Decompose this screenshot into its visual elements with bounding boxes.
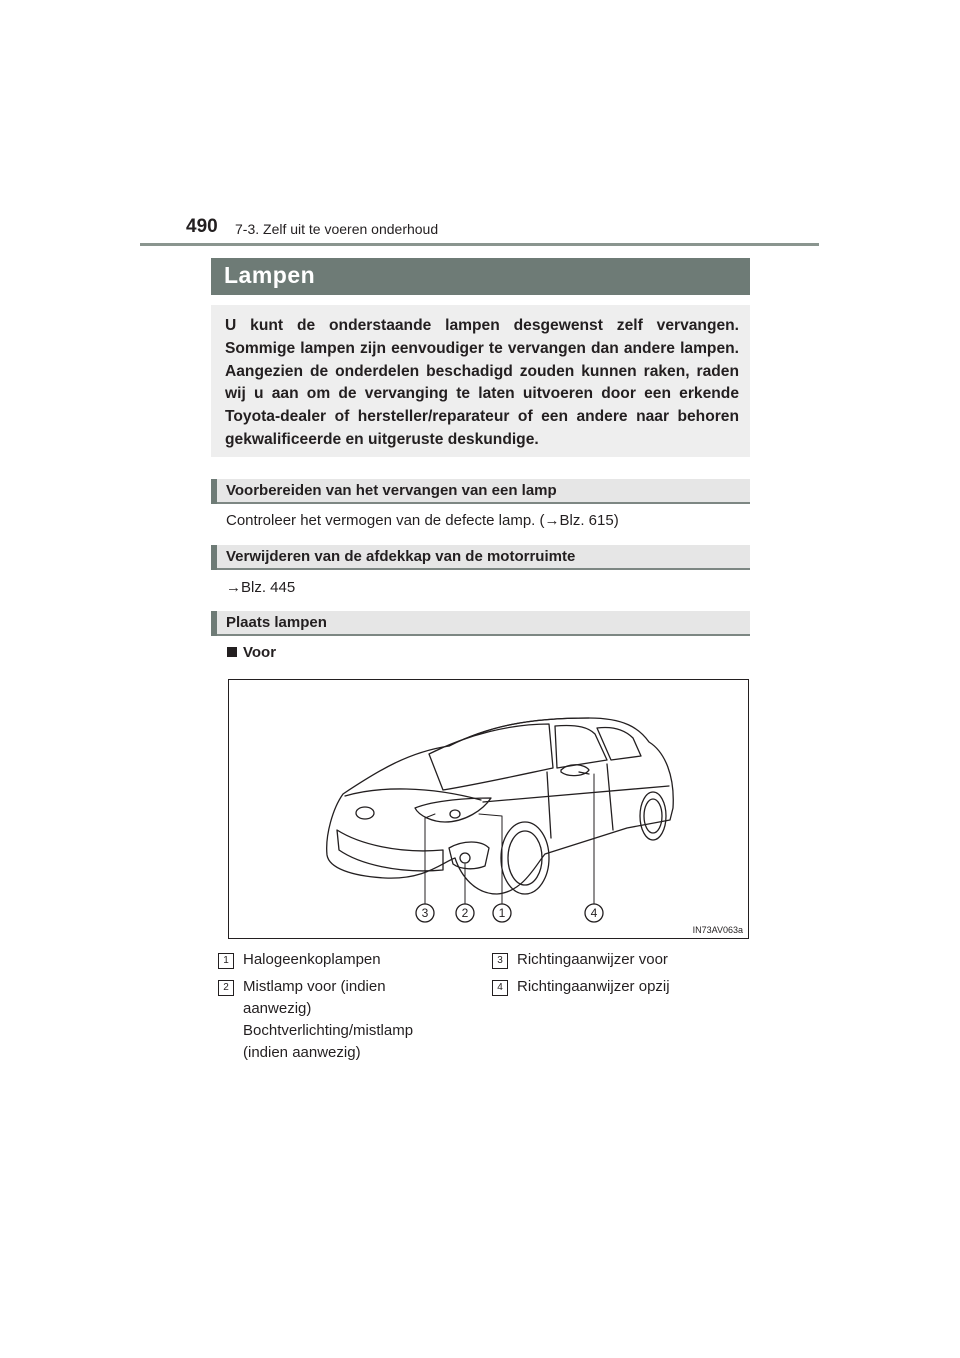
fog-lamp xyxy=(460,853,470,863)
legend-text: Richtingaanwijzer voor xyxy=(517,951,668,968)
title-bar xyxy=(211,258,750,295)
callout-label: 1 xyxy=(498,906,506,920)
front-door-line xyxy=(547,772,551,838)
section-heading-cover xyxy=(211,545,750,570)
front-grille xyxy=(337,830,443,871)
windshield xyxy=(429,724,553,790)
legend-number: 3 xyxy=(492,953,508,969)
header-rule xyxy=(140,243,819,246)
side-window-rear xyxy=(597,727,641,760)
heading-accent-bar xyxy=(211,545,217,570)
figure-code: IN73AV063a xyxy=(692,925,743,935)
car-figure xyxy=(228,679,749,939)
callout-markers xyxy=(416,904,603,922)
heading-accent-bar xyxy=(211,479,217,504)
toyota-emblem xyxy=(356,807,374,819)
section-heading-text: Plaats lampen xyxy=(226,614,327,631)
legend-number: 1 xyxy=(218,953,234,969)
hood-line xyxy=(345,789,481,800)
front-wheel-rim xyxy=(508,831,542,885)
intro-text: U kunt de onderstaande lampen desgewenst zelf vervangen. Sommige lampen zijn eenvoudiger te vervangen dan andere lampen. Aangezien de onderdelen beschadigd zouden kunnen raken, raden wij u aan om de vervanging te laten uitvoeren door een erkende Toyota-dealer of hersteller/reparateur of een andere naar behoren gekwalificeerde en uitgeruste deskundige. xyxy=(225,317,739,448)
section-path: 7-3. Zelf uit te voeren onderhoud xyxy=(235,221,439,237)
subsection-heading xyxy=(227,644,276,661)
legend-number: 2 xyxy=(218,980,234,996)
rear-wheel-rim xyxy=(644,799,662,833)
section-body-text: Controleer het vermogen van de defecte lamp. (→Blz. 615) xyxy=(226,512,619,529)
section-heading-locations xyxy=(211,611,750,636)
belt-line xyxy=(483,786,669,802)
section-body-text: →Blz. 445 xyxy=(226,579,296,596)
section-heading-text: Voorbereiden van het vervangen van een lamp xyxy=(226,482,557,499)
callout-label: 4 xyxy=(590,906,598,920)
section-heading-preparation xyxy=(211,479,750,504)
legend-number: 4 xyxy=(492,980,508,996)
legend-text: Halogeenkoplampen xyxy=(243,951,381,968)
legend-text: Mistlamp voor (indien aanwezig) Bochtverlichting/mistlamp (indien aanwezig) xyxy=(243,978,414,1061)
page-title: Lampen xyxy=(224,262,316,288)
callout-label: 3 xyxy=(421,906,429,920)
car-illustration xyxy=(229,680,748,938)
legend-text: Richtingaanwijzer opzij xyxy=(517,978,670,995)
section-heading-text: Verwijderen van de afdekkap van de motorruimte xyxy=(226,548,576,565)
rear-door-line xyxy=(607,764,613,830)
callout-label: 2 xyxy=(461,906,469,920)
headlamp-projector xyxy=(450,810,460,818)
car-body-outline xyxy=(327,718,674,894)
heading-accent-bar xyxy=(211,611,217,636)
page-number: 490 xyxy=(186,216,218,237)
intro-box xyxy=(211,305,750,457)
side-mirror xyxy=(561,765,589,776)
subsection-heading-text: Voor xyxy=(243,644,277,661)
roof-line xyxy=(449,718,589,746)
square-bullet-icon xyxy=(227,647,237,657)
